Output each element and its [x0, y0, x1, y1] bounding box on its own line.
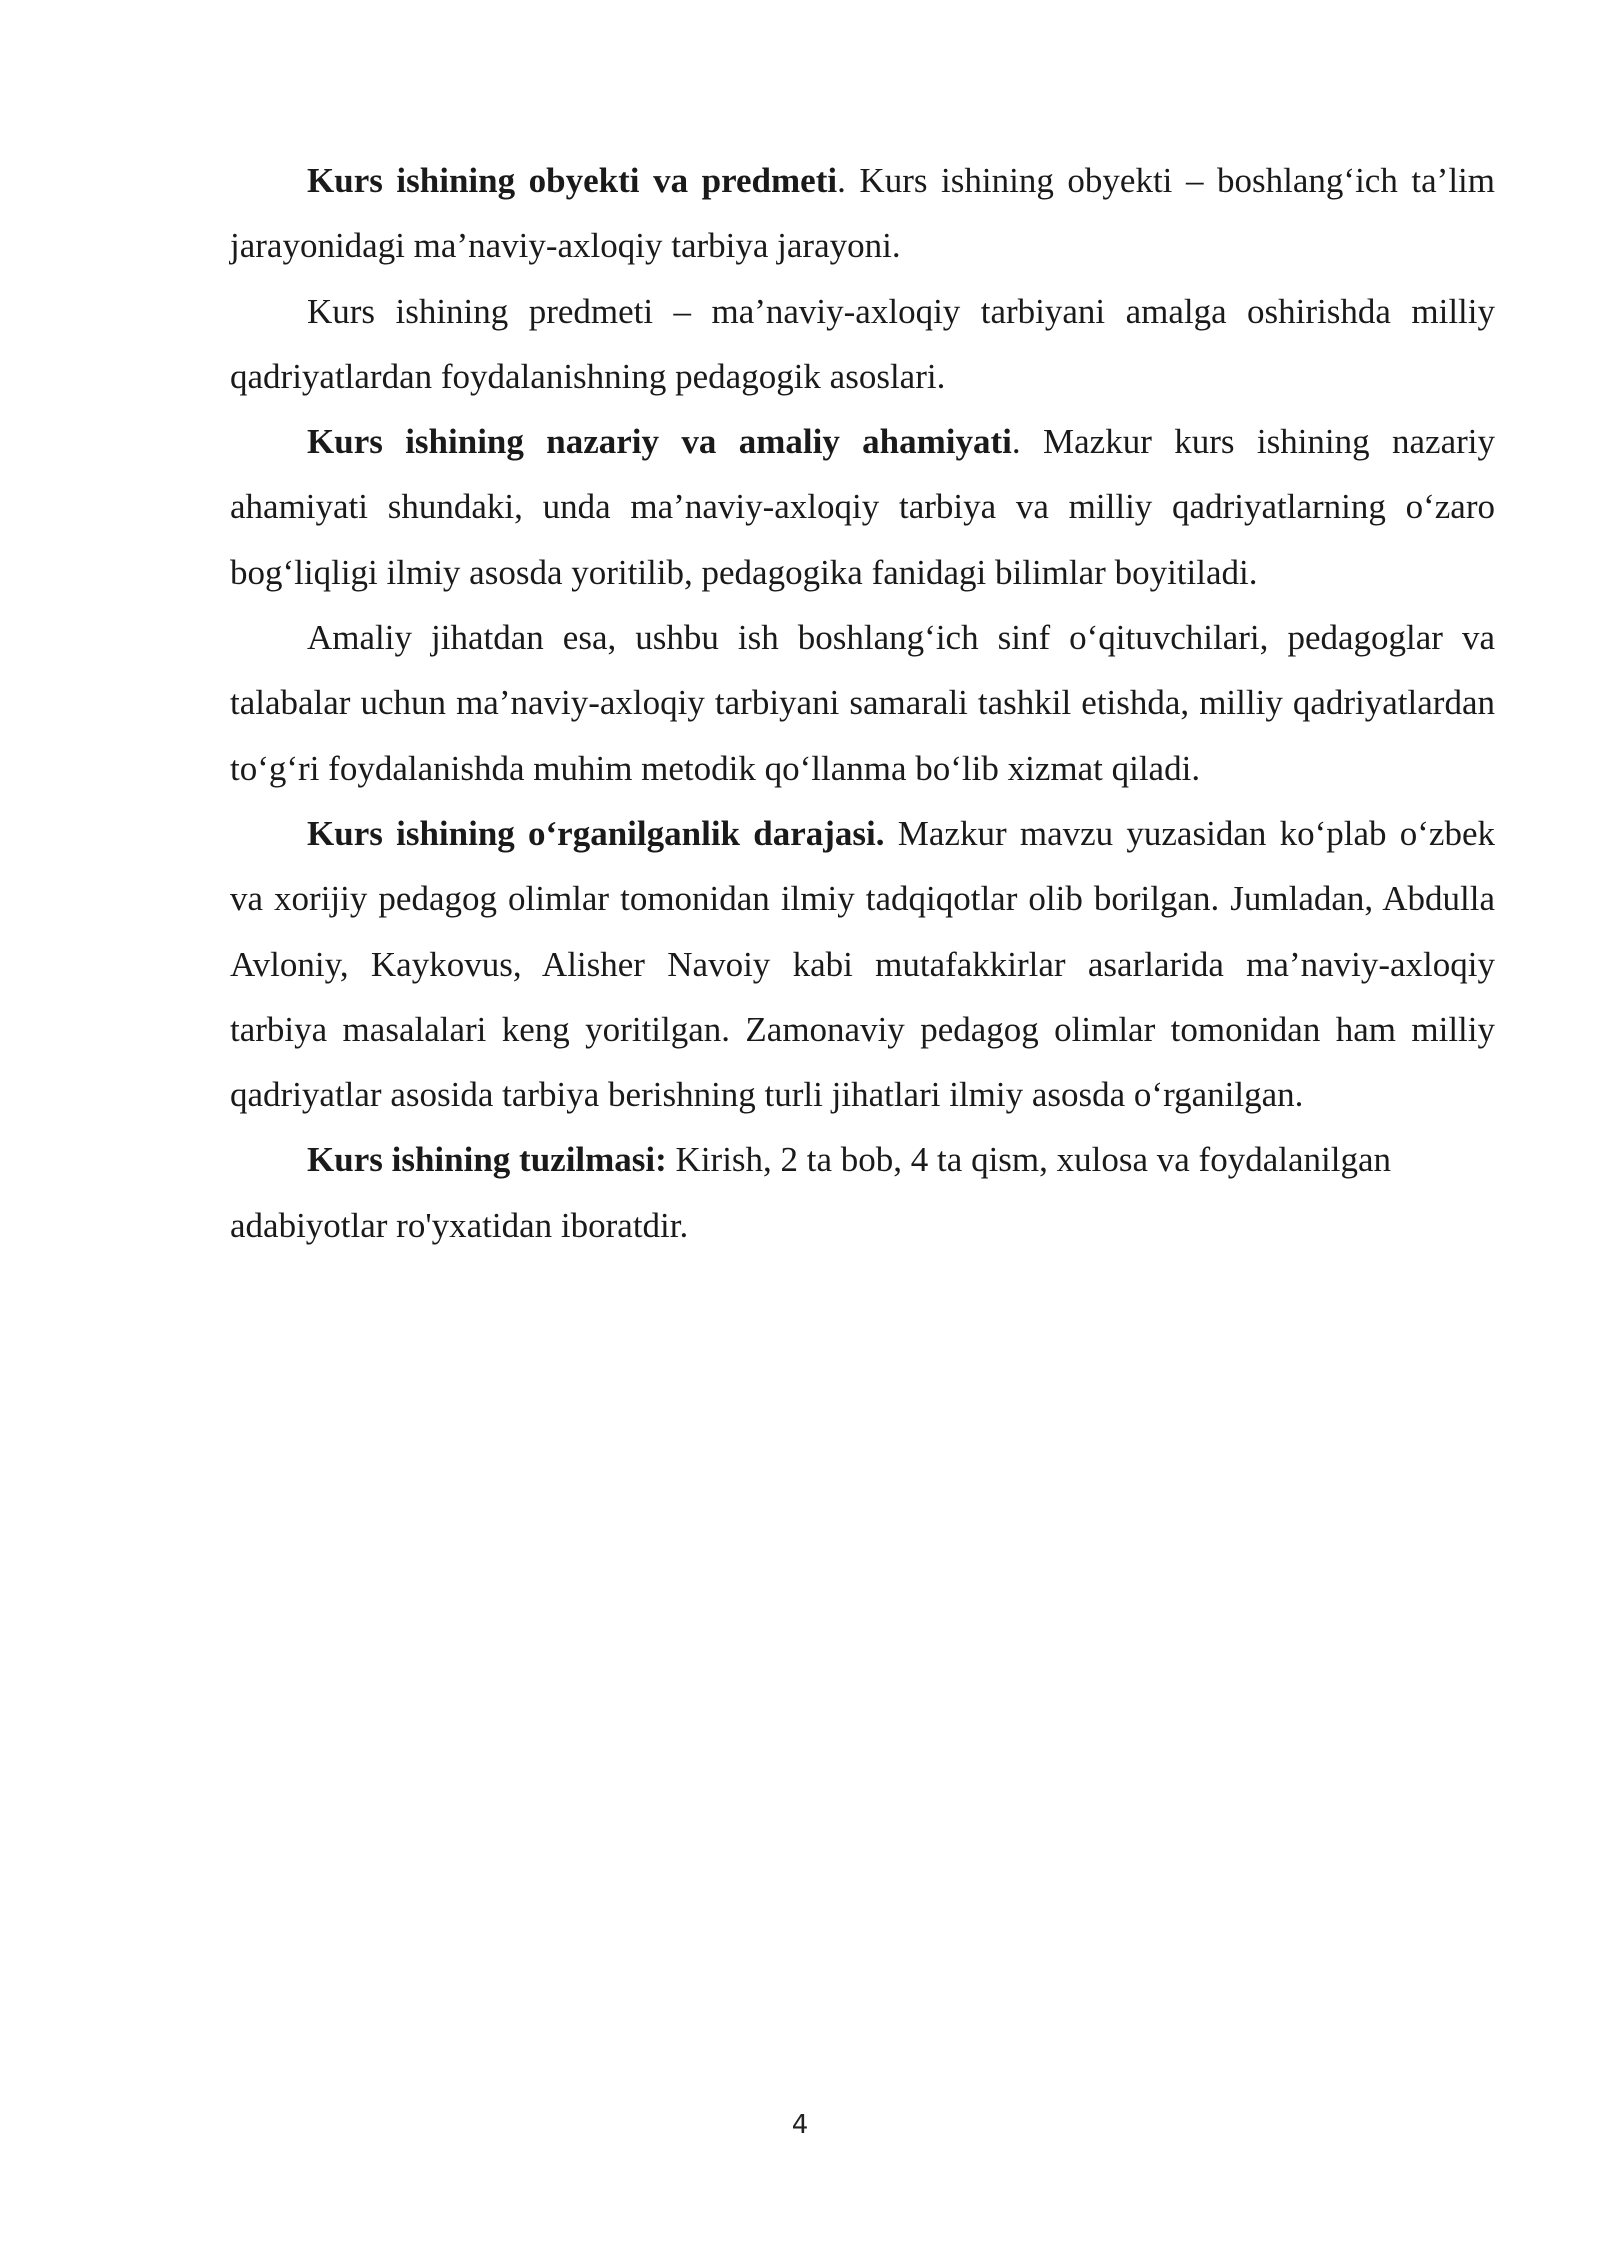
paragraph-structure — [230, 1127, 1495, 1258]
paragraph-heading: Kurs ishining nazariy va amaliy ahamiyati — [307, 422, 1012, 462]
paragraph-text: . Mazkur kurs ishining nazariy ahamiyati shundaki, unda ma’naviy-axloqiy tarbiya va milliy qadriyatlarning o‘zaro bog‘liqligi ilmiy asosda yoritilib, pedagogika fanidagi bilimlar boyitiladi. — [230, 422, 1495, 592]
paragraph-text: Amaliy jihatdan esa, ushbu ish boshlang‘ich sinf o‘qituvchilari, pedagoglar va talabalar uchun ma’naviy-axloqiy tarbiyani samarali tashkil etishda, milliy qadriyatlardan to‘g‘ri foydalanishda muhim metodik qo‘llanma bo‘lib xizmat qiladi. — [230, 618, 1495, 788]
paragraph-object-subject — [230, 148, 1495, 279]
paragraph-level-of-study — [230, 801, 1495, 1127]
paragraph-text: . Kurs ishining obyekti – boshlang‘ich ta’lim jarayonidagi ma’naviy-axloqiy tarbiya jarayoni. — [230, 161, 1495, 266]
paragraph-text: Kurs ishining predmeti – ma’naviy-axloqiy tarbiyani amalga oshirishda milliy qadriyatlardan foydalanishning pedagogik asoslari. — [230, 291, 1495, 396]
paragraph-theoretical-practical-importance — [230, 409, 1495, 605]
paragraph-heading: Kurs ishining o‘rganilganlik darajasi. — [307, 813, 885, 853]
page-number: 4 — [791, 2110, 809, 2140]
paragraph-subject-definition — [230, 279, 1495, 410]
paragraph-practical-importance — [230, 605, 1495, 801]
paragraph-heading: Kurs ishining obyekti va predmeti — [307, 161, 838, 200]
page-body — [230, 148, 1495, 1258]
paragraph-heading: Kurs ishining tuzilmasi: — [307, 1140, 667, 1180]
paragraph-text: Mazkur mavzu yuzasidan ko‘plab o‘zbek va xorijiy pedagog olimlar tomonidan ilmiy tadqiqotlar olib borilgan. Jumladan, Abdulla Avloniy, Kaykovus, Alisher Navoiy kabi mutafakkirlar asarlarida ma’naviy-axloqiy tarbiya masalalari keng yoritilgan. Zamonaviy pedagog olimlar tomonidan ham milliy qadriyatlar asosida tarbiya berishning turli jihatlari ilmiy asosda o‘rganilgan. — [230, 813, 1495, 1115]
paragraph-text: Kirish, 2 ta bob, 4 ta qism, xulosa va foydalanilgan adabiyotlar ro'yxatidan iboratdir. — [230, 1140, 1391, 1245]
